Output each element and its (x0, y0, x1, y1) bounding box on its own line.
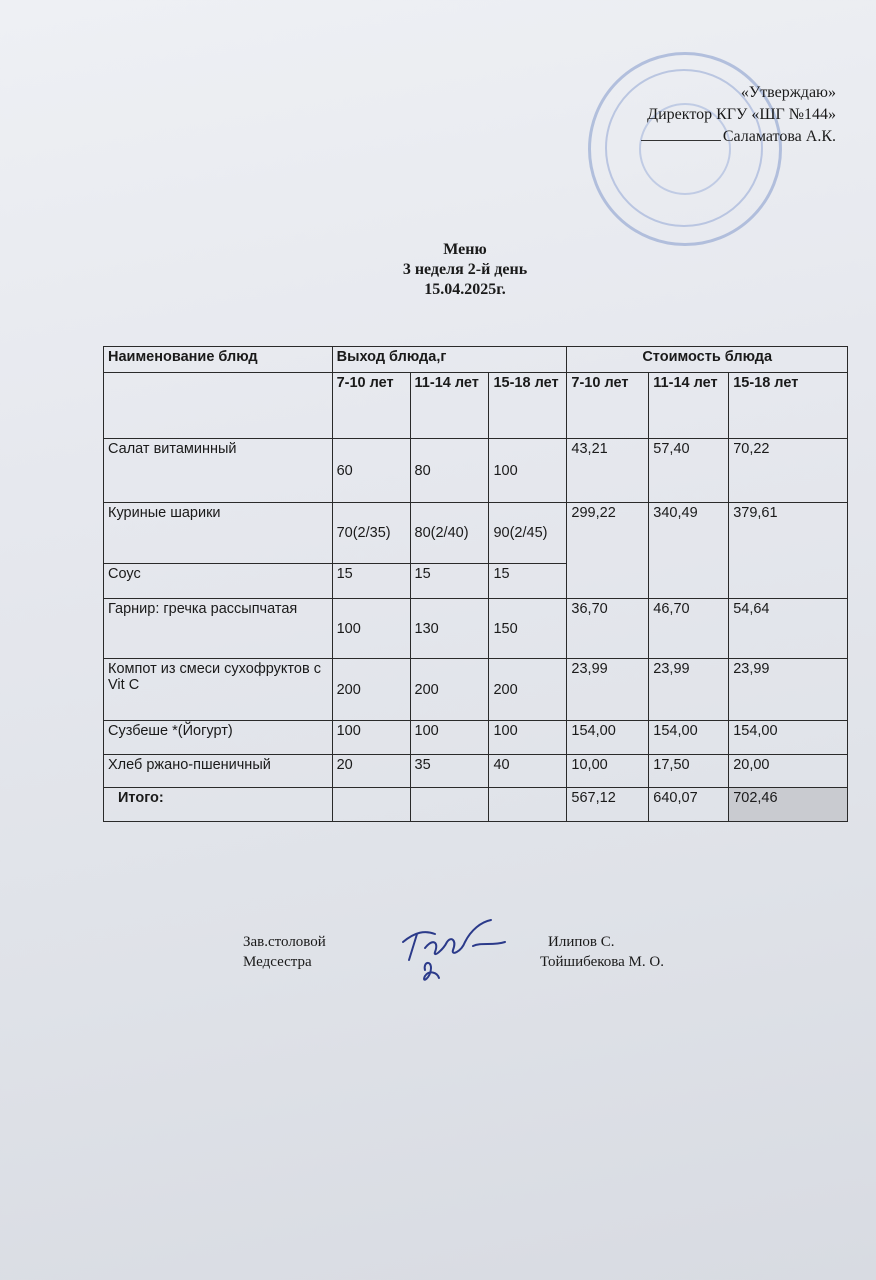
header-output-age-2: 11-14 лет (410, 373, 489, 439)
cost-value: 154,00 (567, 721, 649, 755)
dish-name: Соус (104, 564, 333, 599)
dish-name: Компот из смеси сухофруктов с Vit C (104, 659, 333, 721)
header-cost: Стоимость блюда (567, 347, 848, 373)
menu-table (103, 346, 848, 822)
menu-heading (0, 240, 876, 300)
handwritten-signature (395, 912, 515, 992)
header-output-age-3: 15-18 лет (489, 373, 567, 439)
output-value: 100 (332, 721, 410, 755)
output-value: 35 (410, 755, 489, 788)
menu-subtitle: 3 неделя 2-й день (402, 261, 528, 278)
output-value: 100 (489, 721, 567, 755)
header-output-age-1: 7-10 лет (332, 373, 410, 439)
output-value: 70(2/35) (332, 503, 410, 564)
cost-value: 154,00 (649, 721, 729, 755)
table-header-row (104, 347, 848, 373)
output-value: 100 (489, 439, 567, 503)
output-value: 80(2/40) (410, 503, 489, 564)
output-value: 200 (489, 659, 567, 721)
header-dish-name: Наименование блюд (104, 347, 333, 373)
output-value: 60 (332, 439, 410, 503)
table-row (104, 659, 848, 721)
cost-value: 379,61 (729, 503, 848, 599)
dish-name: Гарнир: гречка рассыпчатая (104, 599, 333, 659)
total-empty (489, 788, 567, 822)
output-value: 90(2/45) (489, 503, 567, 564)
cost-value: 57,40 (649, 439, 729, 503)
menu-title: Меню (443, 241, 487, 258)
table-row (104, 721, 848, 755)
total-empty (332, 788, 410, 822)
cost-value: 46,70 (649, 599, 729, 659)
dish-name: Куриные шарики (104, 503, 333, 564)
cost-value: 23,99 (567, 659, 649, 721)
cost-value: 10,00 (567, 755, 649, 788)
approval-line-3: Саламатова А.К. (641, 126, 836, 148)
name-canteen-head: Илипов С. (548, 934, 615, 950)
role-nurse: Медсестра (243, 954, 312, 970)
menu-date: 15.04.2025г. (424, 281, 506, 298)
role-canteen-head: Зав.столовой (243, 934, 326, 950)
cost-value: 299,22 (567, 503, 649, 599)
dish-name: Хлеб ржано-пшеничный (104, 755, 333, 788)
approval-block (641, 82, 836, 148)
footer-names (540, 932, 664, 972)
output-value: 200 (410, 659, 489, 721)
header-output: Выход блюда,г (332, 347, 567, 373)
cost-value: 17,50 (649, 755, 729, 788)
cost-value: 340,49 (649, 503, 729, 599)
table-age-row (104, 373, 848, 439)
table-row (104, 439, 848, 503)
cost-value: 23,99 (649, 659, 729, 721)
dish-name: Салат витаминный (104, 439, 333, 503)
total-empty (410, 788, 489, 822)
cost-value: 154,00 (729, 721, 848, 755)
cost-value: 23,99 (729, 659, 848, 721)
table-row (104, 503, 848, 564)
total-cost: 640,07 (649, 788, 729, 822)
cost-value: 43,21 (567, 439, 649, 503)
output-value: 200 (332, 659, 410, 721)
header-cost-age-2: 11-14 лет (649, 373, 729, 439)
header-cost-age-3: 15-18 лет (729, 373, 848, 439)
table-row (104, 755, 848, 788)
total-label: Итого: (104, 788, 333, 822)
output-value: 20 (332, 755, 410, 788)
table-row (104, 599, 848, 659)
output-value: 150 (489, 599, 567, 659)
output-value: 100 (410, 721, 489, 755)
cost-value: 70,22 (729, 439, 848, 503)
dish-name: Сузбеше *(Йогурт) (104, 721, 333, 755)
total-cost: 702,46 (729, 788, 848, 822)
total-cost: 567,12 (567, 788, 649, 822)
output-value: 130 (410, 599, 489, 659)
header-empty (104, 373, 333, 439)
table-total-row (104, 788, 848, 822)
approval-line-2: Директор КГУ «ШГ №144» (647, 106, 836, 123)
cost-value: 20,00 (729, 755, 848, 788)
output-value: 40 (489, 755, 567, 788)
output-value: 100 (332, 599, 410, 659)
output-value: 80 (410, 439, 489, 503)
footer-roles (243, 932, 326, 972)
cost-value: 36,70 (567, 599, 649, 659)
name-nurse: Тойшибекова М. О. (540, 954, 664, 970)
cost-value: 54,64 (729, 599, 848, 659)
header-cost-age-1: 7-10 лет (567, 373, 649, 439)
output-value: 15 (410, 564, 489, 599)
approval-line-1: «Утверждаю» (740, 84, 836, 101)
output-value: 15 (489, 564, 567, 599)
output-value: 15 (332, 564, 410, 599)
